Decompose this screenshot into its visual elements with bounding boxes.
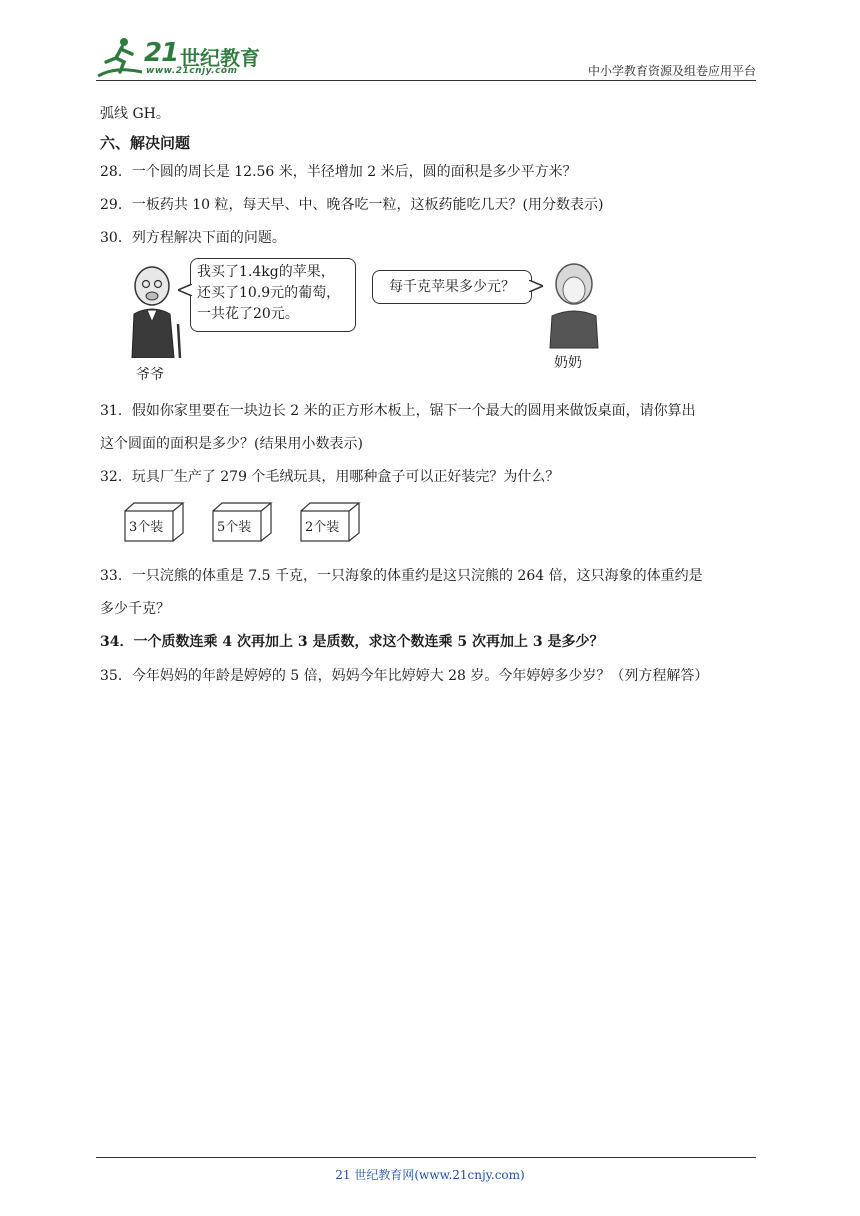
box-label-3: 3个装 — [129, 520, 164, 535]
footer-text: 21 世纪教育网(www.21cnjy.com) — [335, 1168, 525, 1182]
question-35: 35．今年妈妈的年龄是婷婷的 5 倍，妈妈今年比婷婷大 28 岁。今年婷婷多少岁？（列方程解答） — [100, 668, 709, 684]
runner-logo-icon — [96, 36, 146, 80]
question-31-line-2: 这个圆面的面积是多少？(结果用小数表示) — [100, 436, 363, 452]
question-31-line-1: 31．假如你家里要在一块边长 2 米的正方形木板上，锯下一个最大的圆用来做饭桌面，请你算出 — [100, 403, 696, 419]
grandpa-label: 爷爷 — [136, 367, 164, 383]
question-28: 28．一个圆的周长是 12.56 米，半径增加 2 米后，圆的面积是多少平方米？ — [100, 164, 577, 180]
carryover-text: 弧线 GH。 — [100, 106, 170, 122]
logo — [96, 36, 266, 80]
question-30: 30．列方程解决下面的问题。 — [100, 230, 286, 246]
question-29: 29．一板药共 10 粒，每天早、中、晚各吃一粒，这板药能吃几天？(用分数表示) — [100, 197, 604, 213]
question-33-line-1: 33．一只浣熊的体重是 7.5 千克，一只海象的体重约是这只浣熊的 264 倍，这只海象的体重约是 — [100, 568, 703, 584]
section-title: 六、解决问题 — [100, 134, 191, 152]
header-platform-text: 中小学教育资源及组卷应用平台 — [587, 64, 756, 78]
grandma-speech-bubble: 每千克苹果多少元？ — [372, 270, 532, 304]
page-header — [96, 36, 756, 80]
bubble-tail-right-icon — [529, 280, 543, 292]
footer-divider — [96, 1157, 756, 1158]
question-33-line-2: 多少千克？ — [100, 601, 170, 617]
bubble-line-3: 一共花了20元。 — [197, 306, 299, 322]
question-34: 34．一个质数连乘 4 次再加上 3 是质数，求这个数连乘 5 次再加上 3 是多少？ — [100, 634, 604, 650]
box-options — [124, 502, 384, 548]
box-option-5 — [212, 502, 274, 542]
logo-chinese: 世纪教育 — [180, 46, 260, 70]
grandma-label: 奶奶 — [554, 355, 582, 371]
box-option-2 — [300, 502, 362, 542]
bubble-line-1: 我买了1.4kg的苹果， — [197, 264, 335, 280]
grandpa-speech-bubble — [190, 258, 356, 332]
box-label-5: 5个装 — [217, 520, 252, 535]
box-option-3 — [124, 502, 186, 542]
question-30-illustration — [120, 258, 600, 383]
bubble-tail-icon — [178, 284, 192, 296]
logo-url: www.21cnjy.com — [146, 66, 238, 76]
logo-number: 21 — [144, 38, 179, 68]
question-32: 32．玩具厂生产了 279 个毛绒玩具，用哪种盒子可以正好装完？为什么？ — [100, 469, 560, 485]
grandpa-icon — [120, 258, 190, 358]
header-divider — [96, 80, 756, 81]
bubble-line-2: 还买了10.9元的葡萄， — [197, 285, 341, 301]
box-label-2: 2个装 — [305, 520, 340, 535]
grandma-icon — [542, 260, 606, 350]
